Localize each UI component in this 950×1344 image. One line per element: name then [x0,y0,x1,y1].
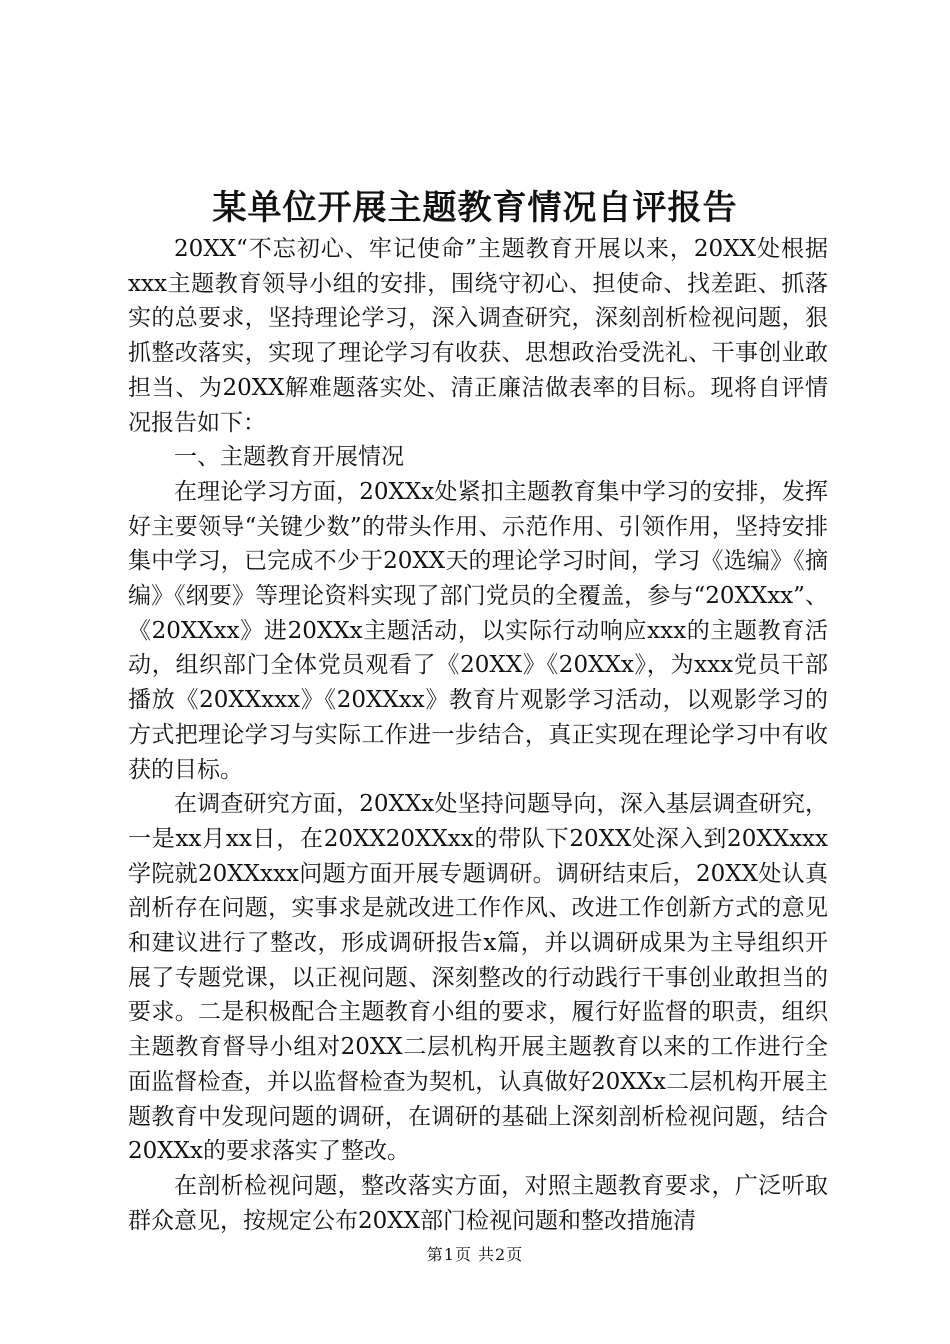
rectification-paragraph: 在剖析检视问题，整改落实方面，对照主题教育要求，广泛听取群众意见，按规定公布20XX部门检视问题和整改措施清 [128,1172,828,1234]
intro-paragraph: 20XX“不忘初心、牢记使命”主题教育开展以来，20XX处根据xxx主题教育领导小组的安排，围绕守初心、担使命、找差距、抓落实的总要求，坚持理论学习，深入调查研究，深刻剖析检视问题，狠抓整改落实，实现了理论学习有收获、思想政治受洗礼、干事创业敢担当、为20XX解难题落实处、清正廉洁做表率的目标。现将自评情况报告如下： [128,236,828,436]
page-footer: 第1页 共2页 [426,1245,524,1264]
section-heading: 一、主题教育开展情况 [174,444,404,471]
document-body [128,232,828,1238]
theory-study-paragraph: 在理论学习方面，20XXx处紧扣主题教育集中学习的安排，发挥好主要领导“关键少数”的带头作用、示范作用、引领作用，坚持安排集中学习，已完成不少于20XX天的理论学习时间，学习《选编》《摘编》《纲要》等理论资料实现了部门党员的全覆盖，参与“20XXxx”、《20XXxx》进20XXx主题活动，以实际行动响应xxx的主题教育活动，组织部门全体党员观看了《20XX》《20XXx》，为xxx党员干部播放《20XXxxx》《20XXxx》教育片观影学习活动，以观影学习的方式把理论学习与实际工作进一步结合，真正实现在理论学习中有收获的目标。 [128,478,828,783]
research-paragraph: 在调查研究方面，20XXx处坚持问题导向，深入基层调查研究，一是xx月xx日，在20XX20XXxx的带队下20XX处深入到20XXxxx学院就20XXxxx问题方面开展专题调研。调研结束后，20XX处认真剖析存在问题，实事求是就改进工作作风、改进工作创新方式的意见和建议进行了整改，形成调研报告x篇，并以调研成果为主导组织开展了专题党课，以正视问题、深刻整改的行动践行干事创业敢担当的要求。二是积极配合主题教育小组的要求，履行好监督的职责，组织主题教育督导小组对20XX二层机构开展主题教育以来的工作进行全面监督检查，并以监督检查为契机，认真做好20XXx二层机构开展主题教育中发现问题的调研，在调研的基础上深刻剖析检视问题，结合20XXx的要求落实了整改。 [128,791,828,1165]
document-title: 某单位开展主题教育情况自评报告 [212,188,738,228]
